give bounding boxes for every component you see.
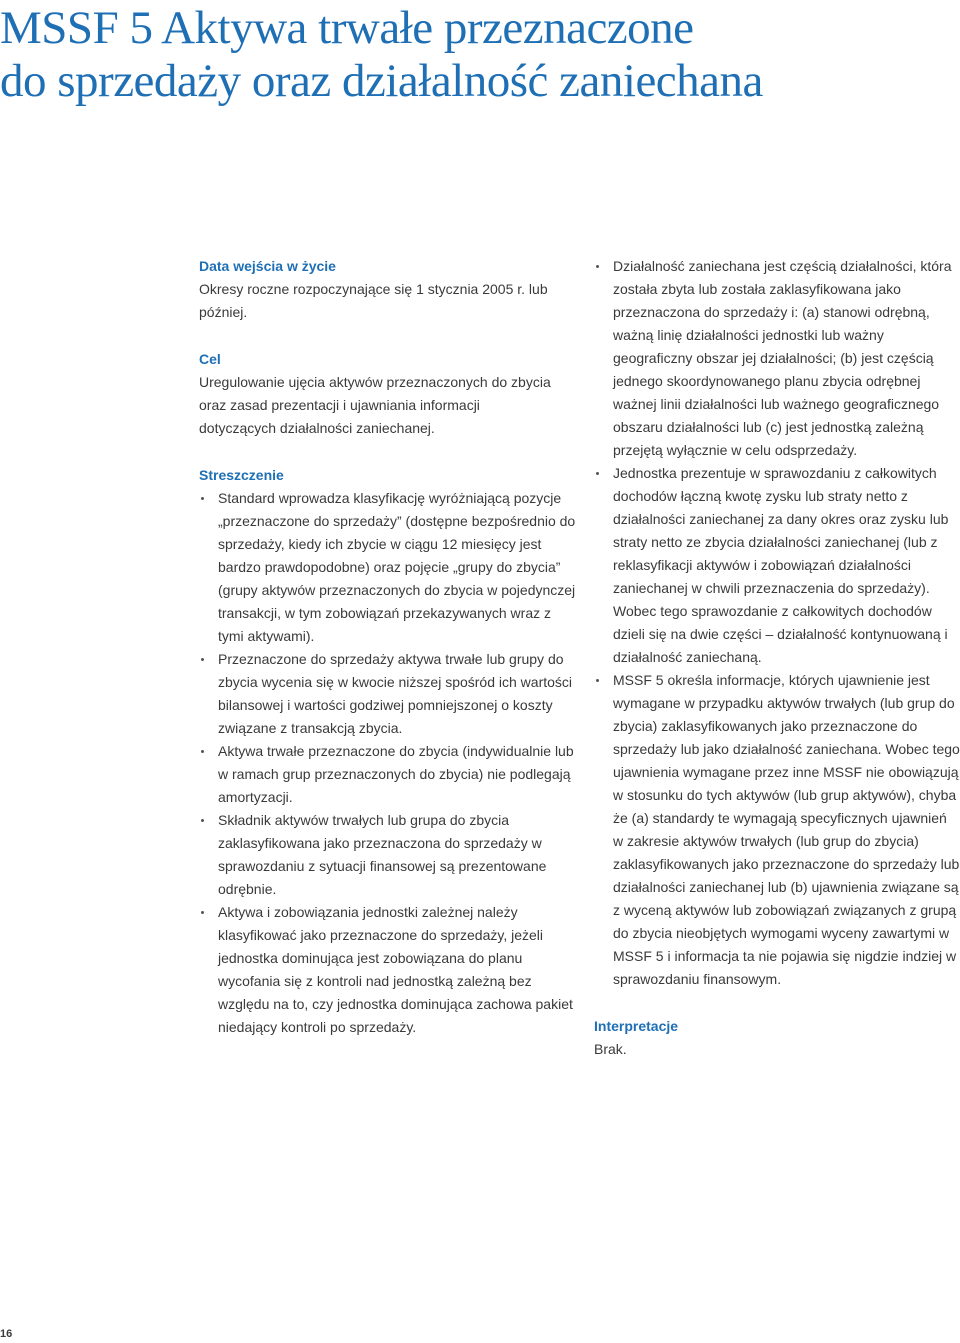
summary-bullet: Aktywa i zobowiązania jednostki zależnej należy klasyfikować jako przeznaczone do sprzedaży, jeżeli jednostka dominująca jest zobowiązana do planu wycofania się z kontroli nad jednostką zależną bez względu na to, czy jednostka dominująca zachowa pakiet niedający kontroli po sprzedaży. <box>199 901 579 1039</box>
effective-date-text: Okresy roczne rozpoczynające się 1 stycznia 2005 r. lub później. <box>199 281 548 320</box>
interpretations-heading: Interpretacje <box>594 1018 679 1034</box>
summary-list-continued <box>594 255 960 991</box>
objective-text: Uregulowanie ujęcia aktywów przeznaczonych do zbycia oraz zasad prezentacji i ujawniania informacji dotyczących działalności zaniechanej. <box>199 374 551 436</box>
interpretations-section <box>594 1015 960 1061</box>
summary-bullet: MSSF 5 określa informacje, których ujawnienie jest wymagane w przypadku aktywów trwałych (lub grup do zbycia) zaklasyfikowanych jako przeznaczone do sprzedaży lub jako działalność zaniechana. Wobec tego ujawnienia wymagane przez inne MSSF nie obowiązują w stosunku do tych aktywów (lub grup aktywów), chyba że (a) standardy te wymagają specyficznych ujawnień w zakresie aktywów trwałych (lub grup do zbycia) zaklasyfikowanych jako przeznaczone do sprzedaży lub działalności zaniechanej lub (b) ujawnienia związane są z wyceną aktywów lub zobowiązań związanych z grupą do zbycia nieobjętych wymogami wyceny zawartymi w MSSF 5 i informacja ta nie pojawia się nigdzie indziej w sprawozdaniu finansowym. <box>594 669 960 991</box>
summary-bullet: Działalność zaniechana jest częścią działalności, która została zbyta lub została zaklasyfikowana jako przeznaczona do sprzedaży i: (a) stanowi odrębną, ważną linię działalności jednostki lub ważny geograficzny obszar jej działalności; (b) jest częścią jednego skoordynowanego planu zbycia odrębnej ważnej linii działalności lub ważnego geograficznego obszaru działalności lub (c) jest jednostką zależną przejętą wyłącznie w celu odsprzedaży. <box>594 255 960 462</box>
objective-heading: Cel <box>199 351 221 367</box>
summary-bullet: Składnik aktywów trwałych lub grupa do zbycia zaklasyfikowana jako przeznaczona do sprzedaży w sprawozdaniu z sytuacji finansowej są prezentowane odrębnie. <box>199 809 579 901</box>
effective-date-heading: Data wejścia w życie <box>199 258 336 274</box>
page-title <box>0 2 960 108</box>
summary-heading: Streszczenie <box>199 467 284 483</box>
summary-bullet: Jednostka prezentuje w sprawozdaniu z całkowitych dochodów łączną kwotę zysku lub straty netto z działalności zaniechanej za dany okres oraz zysku lub straty netto ze zbycia działalności zaniechanej (lub z reklasyfikacji aktywów i zobowiązań działalności zaniechanej w chwili przeznaczenia do sprzedaży). Wobec tego sprawozdanie z całkowitych dochodów dzieli się na dwie części – działalność kontynuowaną i działalność zaniechaną. <box>594 462 960 669</box>
left-column <box>199 255 579 1039</box>
page-title-line-1: MSSF 5 Aktywa trwałe przeznaczone <box>0 2 694 54</box>
summary-section <box>199 464 579 1039</box>
summary-bullet: Przeznaczone do sprzedaży aktywa trwałe lub grupy do zbycia wycenia się w kwocie niższej spośród ich wartości bilansowej i wartości godziwej pomniejszonej o koszty związane z transakcją zbycia. <box>199 648 579 740</box>
effective-date-section <box>199 255 579 324</box>
right-column <box>594 255 960 1061</box>
page-number: 16 <box>0 1328 13 1340</box>
summary-bullet: Aktywa trwałe przeznaczone do zbycia (indywidualnie lub w ramach grup przeznaczonych do zbycia) nie podlegają amortyzacji. <box>199 740 579 809</box>
interpretations-text: Brak. <box>594 1041 627 1057</box>
summary-list <box>199 487 579 1039</box>
page-title-line-2: do sprzedaży oraz działalność zaniechana <box>0 55 763 107</box>
objective-section <box>199 348 579 440</box>
summary-bullet: Standard wprowadza klasyfikację wyróżniającą pozycje „przeznaczone do sprzedaży” (dostępne bezpośrednio do sprzedaży, kiedy ich zbycie w ciągu 12 miesięcy jest bardzo prawdopodobne) oraz pojęcie „grupy do zbycia” (grupy aktywów przeznaczonych do zbycia w pojedynczej transakcji, w tym zobowiązań przekazywanych wraz z tymi aktywami). <box>199 487 579 648</box>
